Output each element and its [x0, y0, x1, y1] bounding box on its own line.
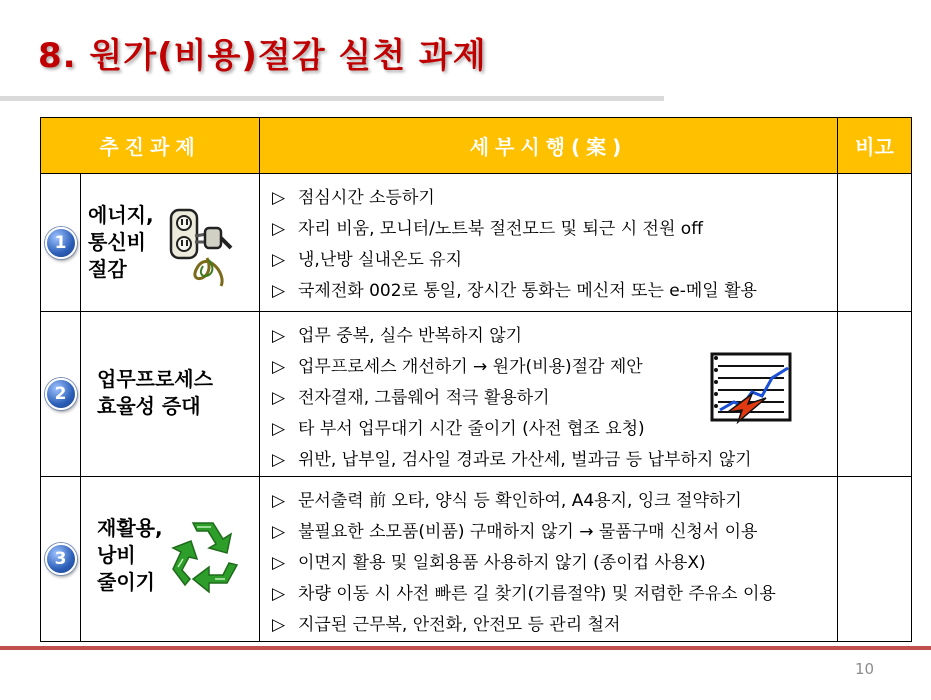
header-task: 추진과제	[41, 118, 260, 174]
slide-title: 8. 원가(비용)절감 실천 과제	[38, 36, 487, 76]
task-line: 에너지,	[88, 203, 154, 227]
triangle-bullet-icon: ▷	[272, 326, 286, 346]
task-line: 효율성 증대	[97, 394, 201, 418]
task-table	[40, 117, 912, 642]
row-number-cell	[41, 174, 81, 312]
list-item: ▷ 위반, 납부일, 검사일 경과로 가산세, 벌과금 등 납부하지 않기	[272, 445, 837, 476]
task-cell	[81, 174, 260, 312]
list-item: ▷ 차량 이동 시 사전 빠른 길 찾기(기름절약) 및 저렴한 주유소 이용	[272, 579, 837, 610]
growth-chart-icon	[708, 348, 794, 424]
list-item: ▷ 자리 비움, 모니터/노트북 절전모드 및 퇴근 시 전원 off	[272, 214, 837, 245]
list-item: ▷ 냉,난방 실내온도 유지	[272, 245, 837, 276]
task-cell	[81, 312, 260, 477]
triangle-bullet-icon: ▷	[272, 450, 286, 470]
task-line: 통신비	[88, 230, 146, 254]
note-cell	[838, 477, 912, 642]
table-row	[41, 312, 912, 477]
list-item: ▷ 업무프로세스 개선하기 → 원가(비용)절감 제안	[272, 352, 837, 383]
task-title	[97, 515, 163, 596]
title-underline	[0, 96, 664, 101]
recycle-icon	[163, 517, 247, 593]
number-badge: 1	[45, 227, 77, 259]
detail-cell	[260, 174, 838, 312]
task-line: 재활용,	[97, 516, 163, 540]
triangle-bullet-icon: ▷	[272, 250, 286, 270]
power-plug-icon	[167, 208, 247, 288]
list-item: ▷ 전자결재, 그룹웨어 적극 활용하기	[272, 383, 837, 414]
task-line: 절감	[88, 257, 127, 281]
triangle-bullet-icon: ▷	[272, 281, 286, 301]
detail-list	[260, 174, 837, 307]
detail-list	[260, 477, 837, 641]
task-title	[88, 202, 154, 283]
list-item: ▷ 문서출력 前 오타, 양식 등 확인하여, A4용지, 잉크 절약하기	[272, 486, 837, 517]
list-item: ▷ 이면지 활용 및 일회용품 사용하지 않기 (종이컵 사용X)	[272, 548, 837, 579]
header-note: 비고	[838, 118, 912, 174]
table-row	[41, 477, 912, 642]
footer-rule	[0, 646, 931, 650]
triangle-bullet-icon: ▷	[272, 553, 286, 573]
triangle-bullet-icon: ▷	[272, 522, 286, 542]
triangle-bullet-icon: ▷	[272, 491, 286, 511]
triangle-bullet-icon: ▷	[272, 419, 286, 439]
number-badge: 2	[45, 378, 77, 410]
triangle-bullet-icon: ▷	[272, 188, 286, 208]
list-item: ▷ 점심시간 소등하기	[272, 183, 837, 214]
row-number-cell	[41, 477, 81, 642]
list-item: ▷ 불필요한 소모품(비품) 구매하지 않기 → 물품구매 신청서 이용	[272, 517, 837, 548]
detail-cell	[260, 312, 838, 477]
page-number: 10	[855, 660, 875, 678]
triangle-bullet-icon: ▷	[272, 219, 286, 239]
task-line: 낭비	[97, 543, 136, 567]
list-item: ▷ 국제전화 002로 통일, 장시간 통화는 메신저 또는 e-메일 활용	[272, 276, 837, 307]
table-row	[41, 174, 912, 312]
number-badge: 3	[45, 543, 77, 575]
list-item: ▷ 지급된 근무복, 안전화, 안전모 등 관리 철저	[272, 610, 837, 641]
task-line: 줄이기	[97, 570, 155, 594]
header-detail: 세부시행(案)	[260, 118, 838, 174]
task-title	[97, 366, 213, 420]
list-item: ▷ 타 부서 업무대기 시간 줄이기 (사전 협조 요청)	[272, 414, 837, 445]
row-number-cell	[41, 312, 81, 477]
table-header-row	[41, 118, 912, 174]
task-line: 업무프로세스	[97, 367, 213, 391]
list-item: ▷ 업무 중복, 실수 반복하지 않기	[272, 321, 837, 352]
detail-cell	[260, 477, 838, 642]
triangle-bullet-icon: ▷	[272, 584, 286, 604]
note-cell	[838, 312, 912, 477]
task-cell	[81, 477, 260, 642]
note-cell	[838, 174, 912, 312]
triangle-bullet-icon: ▷	[272, 388, 286, 408]
triangle-bullet-icon: ▷	[272, 615, 286, 635]
triangle-bullet-icon: ▷	[272, 357, 286, 377]
